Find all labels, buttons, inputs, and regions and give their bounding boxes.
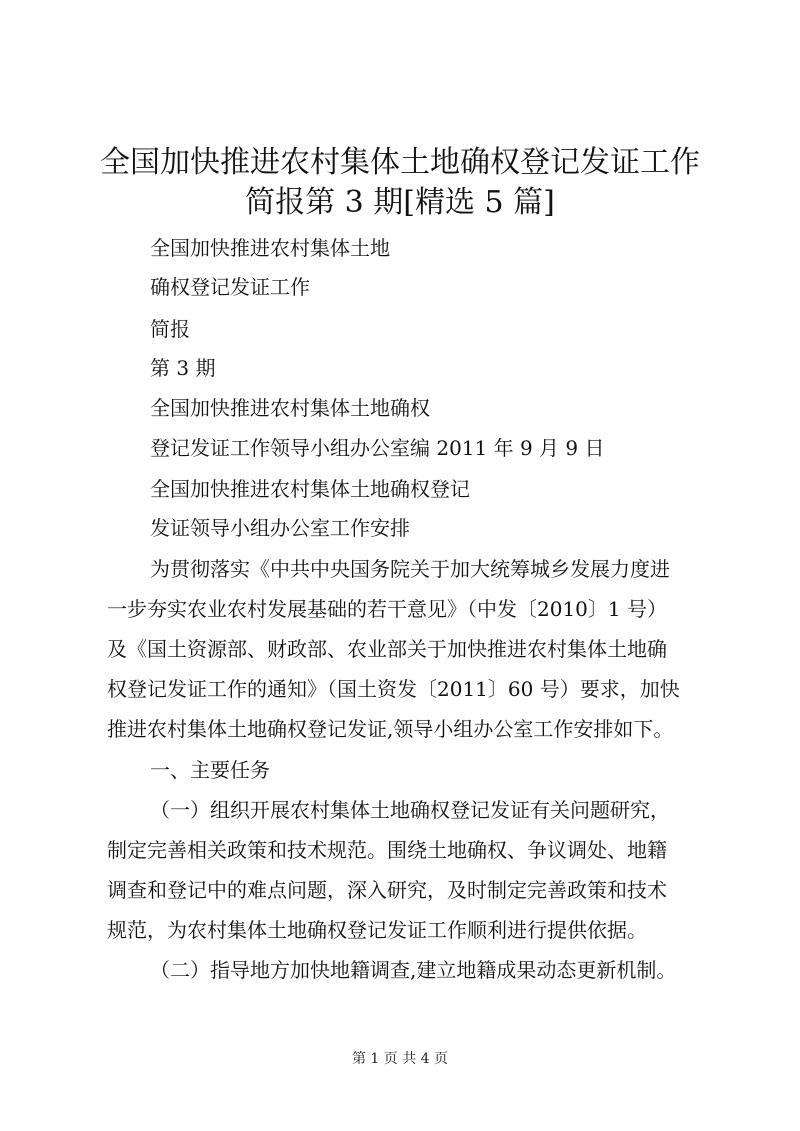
paragraph-1-line: 一步夯实农业农村发展基础的若干意见》（中发〔2010〕1 号） [107, 597, 667, 621]
paragraph-1-line: 为贯彻落实《中共中央国务院关于加大统筹城乡发展力度进 [150, 557, 670, 581]
paragraph-1-line: 推进农村集体土地确权登记发证,领导小组办公室工作安排如下。 [107, 717, 674, 741]
header-line: 简报 [150, 317, 190, 341]
paragraph-1-line: 权登记发证工作的通知》（国土资发〔2011〕60 号）要求，加快 [107, 677, 680, 701]
item-1-line: （一）组织开展农村集体土地确权登记发证有关问题研究， [150, 798, 670, 822]
paragraph-1-line: 及《国土资源部、财政部、农业部关于加快推进农村集体土地确 [107, 637, 667, 661]
header-line: 全国加快推进农村集体土地 [150, 236, 390, 260]
item-2-line: （二）指导地方加快地籍调查,建立地籍成果动态更新机制。 [150, 958, 677, 982]
item-1-line: 调查和登记中的难点问题，深入研究，及时制定完善政策和技术 [107, 878, 667, 902]
section-1-heading: 一、主要任务 [150, 758, 270, 782]
page-number-footer: 第 1 页 共 4 页 [351, 1051, 449, 1067]
header-line: 全国加快推进农村集体土地确权登记 [150, 477, 470, 501]
header-line: 发证领导小组办公室工作安排 [150, 516, 410, 540]
header-line: 确权登记发证工作 [150, 275, 310, 299]
header-line: 第 3 期 [150, 356, 216, 380]
document-title-line-1: 全国加快推进农村集体土地确权登记发证工作 [100, 145, 700, 180]
item-1-line: 制定完善相关政策和技术规范。围绕土地确权、争议调处、地籍 [107, 838, 667, 862]
header-line: 登记发证工作领导小组办公室编 2011 年 9 月 9 日 [150, 436, 605, 460]
document-title-line-2: 简报第 3 期[精选 5 篇] [245, 185, 555, 220]
header-line: 全国加快推进农村集体土地确权 [150, 396, 430, 420]
item-1-line: 规范，为农村集体土地确权登记发证工作顺利进行提供依据。 [107, 918, 647, 942]
